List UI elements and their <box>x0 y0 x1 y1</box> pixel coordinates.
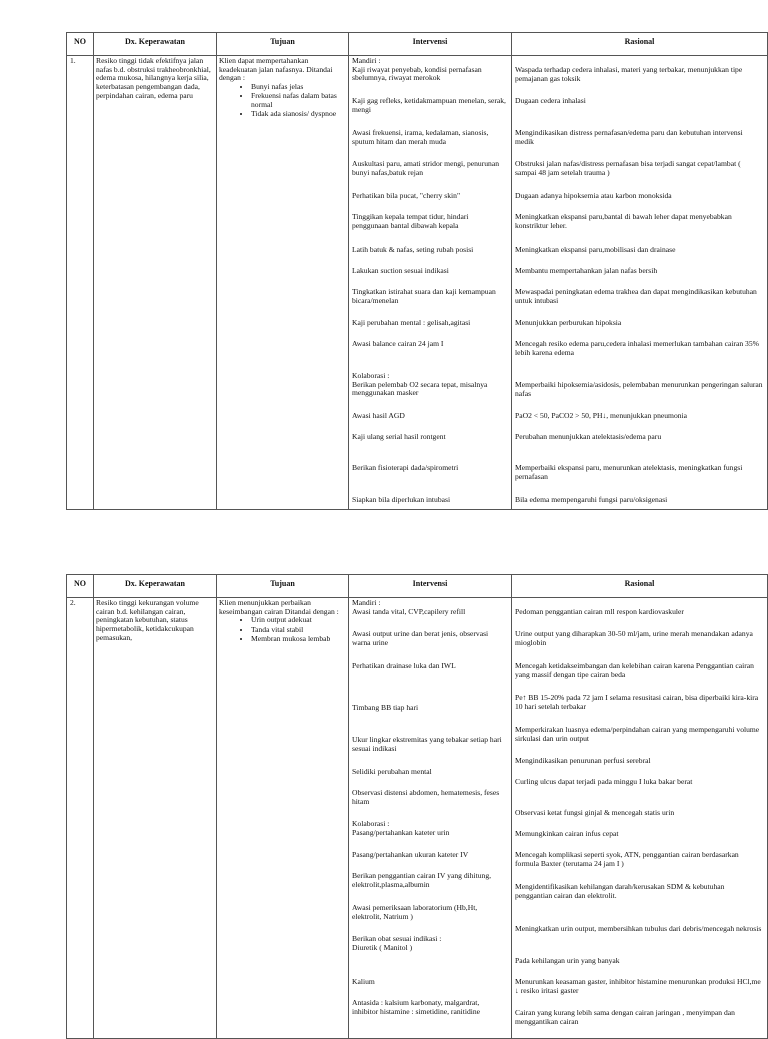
rasional-item: Meningkatkan ekspansi paru,mobilisasi dan drainase <box>515 245 676 254</box>
tujuan-item: • Tanda vital stabil <box>251 626 348 635</box>
intervensi-item: Berikan fisioterapi dada/spirometri <box>352 463 459 472</box>
tujuan-intro: Klien dapat mempertahankan keadekuatan jalan nafasnya. Ditandai dengan : <box>219 56 333 83</box>
table-row <box>67 598 768 1039</box>
rasional-item: Meningkatkan urin output, membersihkan tubulus dari debris/mencegah nekrosis <box>515 924 762 933</box>
intervensi-item: Berikan penggantian cairan IV yang dihitung, elektrolit,plasma,albumin <box>352 871 492 889</box>
intervensi-item: Pasang/pertahankan ukuran kateter IV <box>352 850 469 859</box>
intervensi-item: Mandiri : Kaji riwayat penyebab, kondisi pernafasan sbelumnya, riwayat merokok <box>352 56 482 83</box>
rasional-item: Curling ulcus dapat terjadi pada minggu I luka bakar berat <box>515 777 693 786</box>
tujuan-cell <box>217 598 349 1039</box>
intervensi-item: Kaji perubahan mental : gelisah,agitasi <box>352 318 471 327</box>
rasional-item: Observasi ketat fungsi ginjal & mencegah statis urin <box>515 808 675 817</box>
intervensi-item: Latih batuk & nafas, seting rubah posisi <box>352 245 474 254</box>
tujuan-list <box>217 83 348 119</box>
rasional-item: Memperbaiki ekspansi paru, menurunkan atelektasis, meningkatkan fungsi pernafasan <box>515 463 743 481</box>
header-intervensi: Intervensi <box>349 575 512 598</box>
rasional-cell <box>512 56 768 510</box>
rasional-item: Mengindikasikan distress pernafasan/edema paru dan kebutuhan intervensi medik <box>515 128 743 146</box>
care-plan-table-1 <box>66 32 768 510</box>
intervensi-item: Kaji gag refleks, ketidakmampuan menelan, serak, mengi <box>352 96 506 114</box>
intervensi-item: Kolaborasi : Berikan pelembab O2 secara tepat, misalnya menggunakan masker <box>352 371 488 398</box>
intervensi-cell <box>349 598 512 1039</box>
intervensi-item: Siapkan bila diperlukan intubasi <box>352 495 451 504</box>
dx-cell <box>94 56 217 510</box>
intervensi-item: Awasi pemeriksaan laboratorium (Hb,Ht, elektrolit, Natrium ) <box>352 903 478 921</box>
rasional-item: Obstruksi jalan nafas/distress pernafasan bisa terjadi sangat cepat/lambat ( sampai 48 jam setelah trauma ) <box>515 159 741 177</box>
intervensi-item: Ukur lingkar ekstremitas yang tebakar setiap hari sesuai indikasi <box>352 735 502 753</box>
rasional-item: Mencegah resiko edema paru,cedera inhalasi memerlukan tambahan cairan 35% lebih karena edema <box>515 339 759 357</box>
rasional-item: Pada kehilangan urin yang banyak <box>515 956 620 965</box>
rasional-item: Mengidentifikasikan kehilangan darah/kerusakan SDM & kebutuhan penggantian cairan dan elektrolit. <box>515 882 725 900</box>
rasional-item: Bila edema mempengaruhi fungsi paru/oksigenasi <box>515 495 668 504</box>
rasional-item: Menurunkan keasaman gaster, inhibitor histamine menurunkan produksi HCl,me ↓ resiko iritasi gaster <box>515 977 761 995</box>
header-rasional: Rasional <box>512 33 768 56</box>
tujuan-item: • Membran mukosa lembab <box>251 635 348 644</box>
header-row <box>67 33 768 56</box>
rasional-item: Dugaan cedera inhalasi <box>515 96 586 105</box>
rasional-item: Perubahan menunjukkan atelektasis/edema paru <box>515 432 662 441</box>
rasional-item: Mencegah ketidakseimbangan dan kelebihan cairan karena Penggantian cairan yang massif dengan tipe cairan beda <box>515 661 754 679</box>
rasional-item: Pe↑ BB 15-20% pada 72 jam I selama resusitasi cairan, bisa diperbaiki kira-kira 10 hari setelah terbakar <box>515 693 759 711</box>
rasional-item: Meningkatkan ekspansi paru,bantal di bawah leher dapat menyebabkan konstriktur leher. <box>515 212 732 230</box>
row-number: 1. <box>70 56 76 65</box>
intervensi-item: Antasida : kalsium karbonaty, malgardrat, inhibitor histamine : simetidine, ranitidine <box>352 998 481 1016</box>
rasional-item: Cairan yang kurang lebih sama dengan cairan jaringan , menyimpan dan menggantikan cairan <box>515 1008 735 1026</box>
header-intervensi: Intervensi <box>349 33 512 56</box>
no-cell <box>67 598 94 1039</box>
intervensi-item: Kalium <box>352 977 375 986</box>
rasional-item: Menunjukkan perburukan hipoksia <box>515 318 622 327</box>
rasional-item: Dugaan adanya hipoksemia atau karbon monoksida <box>515 191 672 200</box>
intervensi-item: Mandiri : Awasi tanda vital, CVP,capilery refill <box>352 598 466 616</box>
intervensi-item: Auskultasi paru, amati stridor mengi, penurunan bunyi nafas,batuk rejan <box>352 159 499 177</box>
rasional-item: Memperkirakan luasnya edema/perpindahan cairan yang mempengaruhi volume sirkulasi dan urin output <box>515 725 760 743</box>
intervensi-item: Selidiki perubahan mental <box>352 767 432 776</box>
intervensi-item: Kaji ulang serial hasil rontgent <box>352 432 446 441</box>
rasional-item: Mengindikasikan penurunan perfusi serebral <box>515 756 651 765</box>
tujuan-cell <box>217 56 349 510</box>
intervensi-item: Perhatikan drainase luka dan IWL <box>352 661 456 670</box>
intervensi-item: Awasi hasil AGD <box>352 411 405 420</box>
intervensi-item: Berikan obat sesuai indikasi : Diuretik ( Manitol ) <box>352 934 442 952</box>
dx-cell <box>94 598 217 1039</box>
rasional-item: Mewaspadai peningkatan edema trakhea dan dapat mengindikasikan kebutuhan untuk intubasi <box>515 287 757 305</box>
intervensi-item: Tinggikan kepala tempat tidur, hindari penggunaan bantal dibawah kepala <box>352 212 469 230</box>
rasional-item: Memperbaiki hipoksemia/asidosis, pelembaban menurunkan pengeringan saluran nafas <box>515 380 763 398</box>
diagnosis-text: Resiko tinggi kekurangan volume cairan b.d. kehilangan cairan, peningkatan kebutuhan, status hipermetabolik, ketidakcukupan pemasukan, <box>96 598 199 642</box>
intervensi-item: Observasi distensi abdomen, hematemesis, feses hitam <box>352 788 500 806</box>
header-rasional: Rasional <box>512 575 768 598</box>
tujuan-item: • Bunyi nafas jelas <box>251 83 348 92</box>
rasional-item: PaO2 < 50, PaCO2 > 50, PH↓, menunjukkan pneumonia <box>515 411 688 420</box>
header-no: NO <box>67 575 94 598</box>
intervensi-item: Kolaborasi : Pasang/pertahankan kateter urin <box>352 819 450 837</box>
tujuan-list <box>217 616 348 643</box>
tujuan-item: • Tidak ada sianosis/ dyspnoe <box>251 110 348 119</box>
care-plan-table-2 <box>66 574 768 1039</box>
intervensi-item: Awasi output urine dan berat jenis, observasi warna urine <box>352 629 489 647</box>
intervensi-item: Lakukan suction sesuai indikasi <box>352 266 449 275</box>
intervensi-item: Tingkatkan istirahat suara dan kaji kemampuan bicara/menelan <box>352 287 496 305</box>
row-number: 2. <box>70 598 76 607</box>
rasional-item: Waspada terhadap cedera inhalasi, materi yang terbakar, menunjukkan tipe pemajanan gas toksik <box>515 65 743 83</box>
table-row <box>67 56 768 510</box>
intervensi-item: Awasi balance cairan 24 jam I <box>352 339 444 348</box>
tujuan-intro: Klien menunjukkan perbaikan keseimbangan cairan Ditandai dengan : <box>219 598 339 616</box>
header-tujuan: Tujuan <box>217 575 349 598</box>
header-tujuan: Tujuan <box>217 33 349 56</box>
header-dx: Dx. Keperawatan <box>94 575 217 598</box>
rasional-item: Pedoman penggantian cairan mll respon kardiovaskuler <box>515 607 684 616</box>
no-cell <box>67 56 94 510</box>
rasional-item: Mencegah komplikasi seperti syok, ATN, penggantian cairan berdasarkan formula Baxter (terutama 24 jam I ) <box>515 850 739 868</box>
intervensi-item: Perhatikan bila pucat, "cherry skin" <box>352 191 461 200</box>
intervensi-item: Timbang BB tiap hari <box>352 703 419 712</box>
header-dx: Dx. Keperawatan <box>94 33 217 56</box>
intervensi-cell <box>349 56 512 510</box>
header-row <box>67 575 768 598</box>
diagnosis-text: Resiko tinggi tidak efektifnya jalan nafas b.d. obstruksi trakheobronkhial, edema mukosa, hilangnya kerja silia, keterbatasan pengembangan dada, perpindahan cairan, edema paru <box>96 56 211 100</box>
tujuan-item: • Frekuensi nafas dalam batas normal <box>251 92 348 109</box>
intervensi-item: Awasi frekuensi, irama, kedalaman, sianosis, sputum hitam dan merah muda <box>352 128 489 146</box>
rasional-item: Membantu mempertahankan jalan nafas bersih <box>515 266 658 275</box>
tujuan-item: • Urin output adekuat <box>251 616 348 625</box>
rasional-item: Memungkinkan cairan infus cepat <box>515 829 619 838</box>
rasional-item: Urine output yang diharapkan 30-50 ml/jam, urine merah menandakan adanya mioglobin <box>515 629 753 647</box>
header-no: NO <box>67 33 94 56</box>
rasional-cell <box>512 598 768 1039</box>
